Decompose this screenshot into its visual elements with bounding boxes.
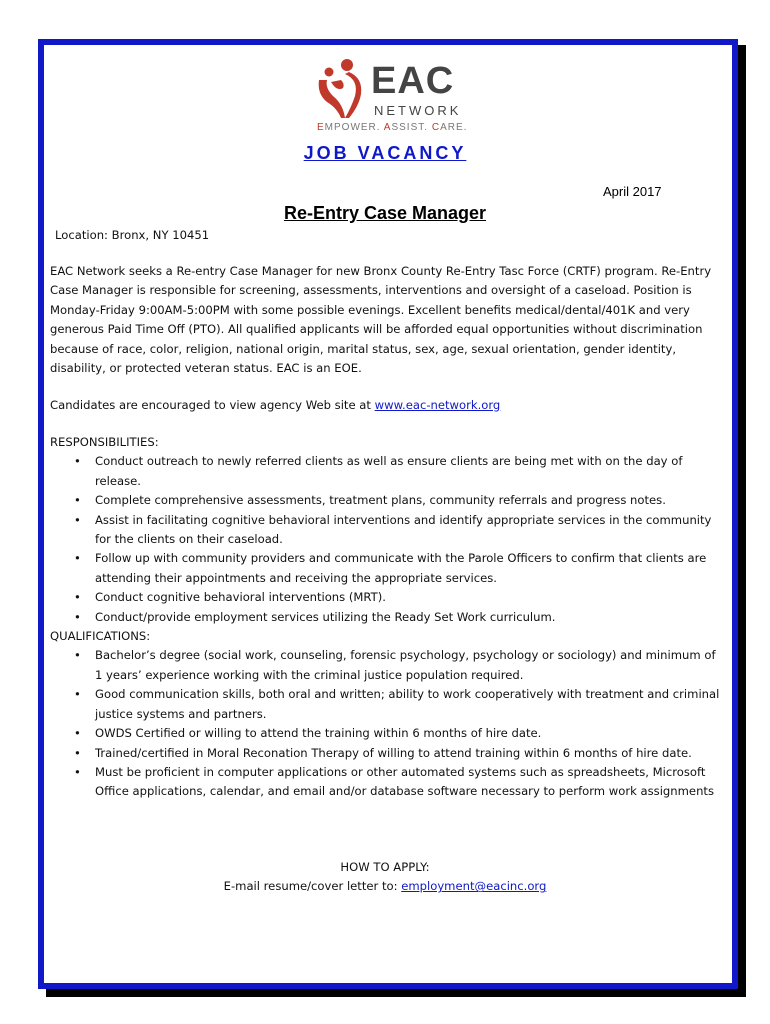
list-item: • Must be proficient in computer applications or other automated systems such as spreadsheets, Microsoft Office applications, calendar, and email and/or database software necessary to perform work assignments bbox=[74, 764, 715, 799]
responsibilities-title: RESPONSIBILITIES: bbox=[50, 435, 159, 449]
list-item: • Conduct/provide employment services utilizing the Ready Set Work curriculum. bbox=[74, 609, 556, 624]
list-item: • Trained/certified in Moral Reconation Therapy of willing to attend training within 6 months of hire date. bbox=[74, 745, 692, 760]
email-link[interactable]: employment@eacinc.org bbox=[401, 879, 547, 894]
location bbox=[55, 226, 209, 245]
list-item: • Conduct cognitive behavioral interventions (MRT). bbox=[74, 590, 386, 605]
posting-date: April 2017 bbox=[603, 184, 662, 199]
logo-network: NETWORK bbox=[374, 103, 462, 118]
apply-line: E-mail resume/cover letter to: employment@eacinc.org bbox=[223, 879, 547, 894]
eac-logo bbox=[315, 58, 468, 138]
job-vacancy-heading: JOB VACANCY bbox=[303, 143, 467, 163]
list-item: • Conduct outreach to newly referred clients as well as ensure clients are being met with on the day of release. bbox=[74, 454, 683, 488]
website-line: Candidates are encouraged to view agency Web site at www.eac-network.org bbox=[50, 398, 501, 412]
list-item: • Assist in facilitating cognitive behavioral interventions and identify appropriate services in the community for the clients on their caseload. bbox=[74, 512, 712, 547]
list-item: • Good communication skills, both oral and written; ability to work cooperatively with treatment and criminal justice systems and partners. bbox=[74, 687, 720, 721]
responsibilities-section bbox=[50, 433, 722, 802]
website-link[interactable]: www.eac-network.org bbox=[374, 398, 501, 412]
how-to-apply bbox=[0, 858, 770, 897]
list-item: • Follow up with community providers and communicate with the Parole Officers to confirm that clients are attending their appointments and receiving the appropriate services. bbox=[74, 551, 707, 585]
job-title: Re-Entry Case Manager bbox=[283, 203, 487, 223]
responsibilities-list bbox=[50, 452, 722, 627]
qualifications-title: QUALIFICATIONS: bbox=[50, 629, 151, 644]
intro-paragraph: EAC Network seeks a Re-entry Case Manager for new Bronx County Re-Entry Tasc Force (CRTF) program. Re-Entry Case Manager is responsible for screening, assessments, interventions and oversight of a caseload. Position is Monday-Friday 9:00AM-5:00PM with some possible evenings. Excellent benefits medical/dental/401K and very generous Paid Time Off (PTO). All qualified applicants will be afforded equal opportunities without discrimination because of race, color, religion, national origin, marital status, sex, age, sexual orientation, gender identity, disability, or protected veteran status. EAC is an EOE. bbox=[50, 264, 712, 376]
list-item: • OWDS Certified or willing to attend the training within 6 months of hire date. bbox=[74, 726, 542, 741]
list-item: • Bachelor’s degree (social work, counseling, forensic psychology, psychology or sociology) and minimum of 1 years’ experience working with the criminal justice population required. bbox=[74, 648, 716, 682]
qualifications-list bbox=[50, 646, 722, 801]
logo-wordmark: EAC bbox=[371, 60, 455, 102]
apply-title: HOW TO APPLY: bbox=[340, 860, 430, 874]
list-item: • Complete comprehensive assessments, treatment plans, community referrals and progress notes. bbox=[74, 493, 666, 508]
logo-tagline: EMPOWER. ASSIST. CARE. bbox=[317, 122, 468, 133]
people-figure-icon bbox=[315, 58, 371, 120]
location-value: Bronx, NY 10451 bbox=[107, 228, 210, 242]
location-label: Location: bbox=[55, 228, 108, 242]
